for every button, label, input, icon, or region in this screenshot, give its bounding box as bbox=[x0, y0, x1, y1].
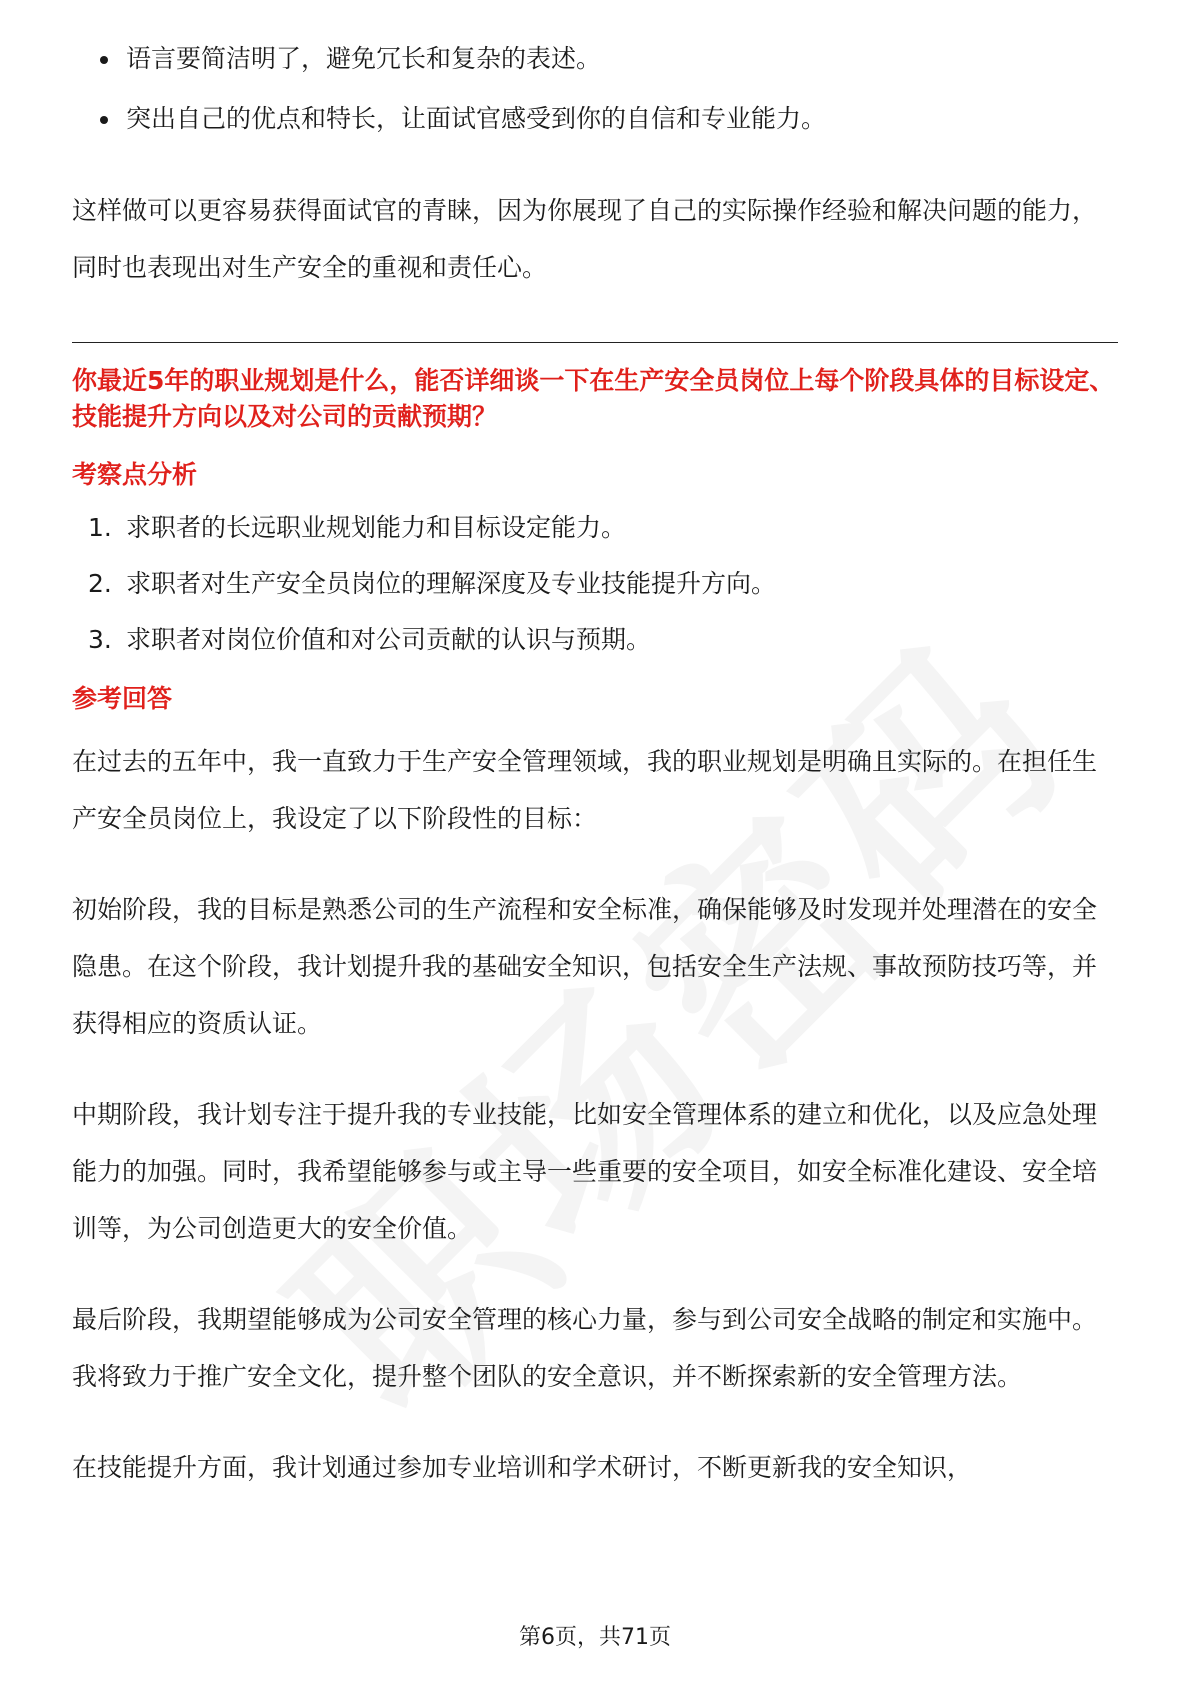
answer-paragraph: 在过去的五年中，我一直致力于生产安全管理领域，我的职业规划是明确且实际的。在担任生产安全员岗位上，我设定了以下阶段性的目标： bbox=[72, 747, 1098, 833]
analysis-heading: 考察点分析 bbox=[72, 460, 198, 489]
page-content bbox=[72, 40, 1118, 1496]
list-item: 3. 求职者对岗位价值和对公司贡献的认识与预期。 bbox=[88, 625, 652, 654]
answer-paragraph: 初始阶段，我的目标是熟悉公司的生产流程和安全标准，确保能够及时发现并处理潜在的安全隐患。在这个阶段，我计划提升我的基础安全知识，包括安全生产法规、事故预防技巧等，并获得相应的资质认证。 bbox=[72, 895, 1098, 1038]
list-item: 突出自己的优点和特长，让面试官感受到你的自信和专业能力。 bbox=[72, 100, 1118, 138]
list-item: 1. 求职者的长远职业规划能力和目标设定能力。 bbox=[88, 513, 627, 542]
bullet-icon bbox=[100, 56, 108, 64]
answer-paragraph: 最后阶段，我期望能够成为公司安全管理的核心力量，参与到公司安全战略的制定和实施中。我将致力于推广安全文化，提升整个团队的安全意识，并不断探索新的安全管理方法。 bbox=[72, 1305, 1098, 1391]
bullet-icon bbox=[100, 116, 108, 124]
section-divider bbox=[72, 342, 1118, 343]
analysis-list bbox=[72, 509, 1118, 659]
answer-paragraph: 中期阶段，我计划专注于提升我的专业技能，比如安全管理体系的建立和优化，以及应急处理能力的加强。同时，我希望能够参与或主导一些重要的安全项目，如安全标准化建设、安全培训等，为公司创造更大的安全价值。 bbox=[72, 1100, 1098, 1243]
bullet-list bbox=[72, 40, 1118, 138]
list-item: 2. 求职者对生产安全员岗位的理解深度及专业技能提升方向。 bbox=[88, 569, 777, 598]
intro-paragraph: 这样做可以更容易获得面试官的青睐，因为你展现了自己的实际操作经验和解决问题的能力，同时也表现出对生产安全的重视和责任心。 bbox=[72, 196, 1098, 282]
answer-heading: 参考回答 bbox=[72, 684, 173, 713]
list-item: 语言要简洁明了，避免冗长和复杂的表述。 bbox=[72, 40, 1118, 78]
question-heading: 你最近5年的职业规划是什么，能否详细谈一下在生产安全员岗位上每个阶段具体的目标设定、技能提升方向以及对公司的贡献预期？ bbox=[72, 366, 1115, 431]
page-number: 第6页，共71页 bbox=[519, 1625, 671, 1650]
answer-paragraph: 在技能提升方面，我计划通过参加专业培训和学术研讨，不断更新我的安全知识， bbox=[72, 1453, 973, 1482]
